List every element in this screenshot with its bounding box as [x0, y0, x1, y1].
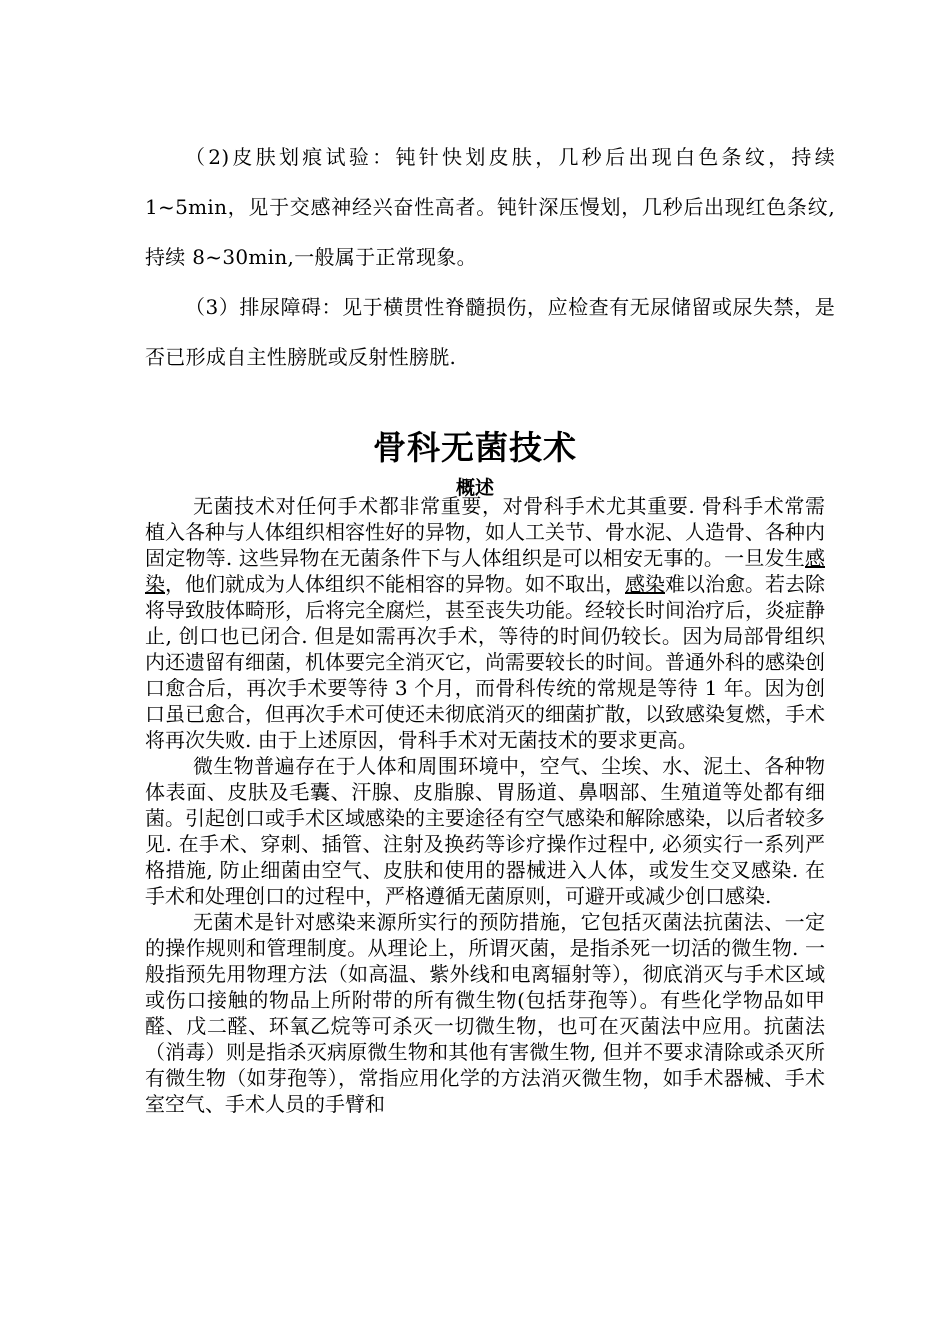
- paragraph-aseptic-methods: 无菌术是针对感染来源所实行的预防措施，它包括灭菌法抗菌法、一定的操作规则和管理制度。从理论上，所谓灭菌，是指杀死一切活的微生物. 一般指预先用物理方法（如高温、紫外线和电离辐射等），彻底消灭与手术区域或伤口接触的物品上所附带的所有微生物(包括芽孢等）。有些化学物品如甲醛、戊二醛、环氧乙烷等可杀灭一切微生物，也可在灭菌法中应用。抗菌法（消毒）则是指杀灭病原微生物和其他有害微生物, 但并不要求清除或杀灭所有微生物（如芽孢等），常指应用化学的方法消灭微生物，如手术器械、手术室空气、手术人员的手臂和: [145, 910, 825, 1116]
- body-section: [145, 493, 825, 1117]
- paragraph-aseptic-importance: [145, 493, 825, 753]
- paragraph-text: 无菌技术对任何手术都非常重要，对骨科手术尤其重要. 骨科手术常需植入各种与人体组织相容性好的异物，如人工关节、骨水泥、人造骨、各种内固定物等. 这些异物在无菌条件下与人体组织是可以相安无事的。一旦发生: [145, 494, 825, 570]
- paragraph-urination-disorder: （3）排尿障碍：见于横贯性脊髓损伤，应检查有无尿储留或尿失禁，是否已形成自主性膀胱或反射性膀胱.: [145, 295, 835, 369]
- infection-link[interactable]: 感染: [145, 546, 825, 596]
- top-section: [145, 132, 835, 382]
- paragraph-text: 难以治愈。若去除将导致肢体畸形，后将完全腐烂，甚至丧失功能。经较长时间治疗后，炎症静止, 创口也已闭合. 但是如需再次手术，等待的时间仍较长。因为局部骨组织内还遗留有细菌，机体要完全消灭它，尚需要较长的时间。普通外科的感染创口愈合后，再次手术要等待 3 个月，而骨科传统的常规是等待 1 年。因为创口虽已愈合，但再次手术可使还未彻底消灭的细菌扩散，以致感染复燃，手术将再次失败. 由于上述原因，骨科手术对无菌技术的要求更高。: [145, 572, 825, 752]
- paragraph-microorganisms: 微生物普遍存在于人体和周围环境中，空气、尘埃、水、泥土、各种物体表面、皮肤及毛囊、汗腺、皮脂腺、胃肠道、鼻咽部、生殖道等处都有细菌。引起创口或手术区域感染的主要途径有空气感染和解除感染，以后者较多见. 在手术、穿刺、插管、注射及换药等诊疗操作过程中, 必须实行一系列严格措施, 防止细菌由空气、皮肤和使用的器械进入人体，或发生交叉感染. 在手术和处理创口的过程中，严格遵循无菌原则，可避开或减少创口感染.: [145, 754, 825, 908]
- page-title: 骨科无菌技术: [373, 428, 577, 467]
- paragraph-text: ，他们就成为人体组织不能相容的异物。如不取出，: [165, 572, 625, 596]
- section-heading-overview: 概述: [455, 477, 494, 499]
- infection-link[interactable]: 感染: [625, 572, 665, 596]
- paragraph-skin-scratch-test: （2)皮肤划痕试验：钝针快划皮肤，几秒后出现白色条纹，持续 1~5min，见于交感神经兴奋性高者。钝针深压慢划，几秒后出现红色条纹,持续 8~30min,一般属于正常现象。: [145, 145, 835, 269]
